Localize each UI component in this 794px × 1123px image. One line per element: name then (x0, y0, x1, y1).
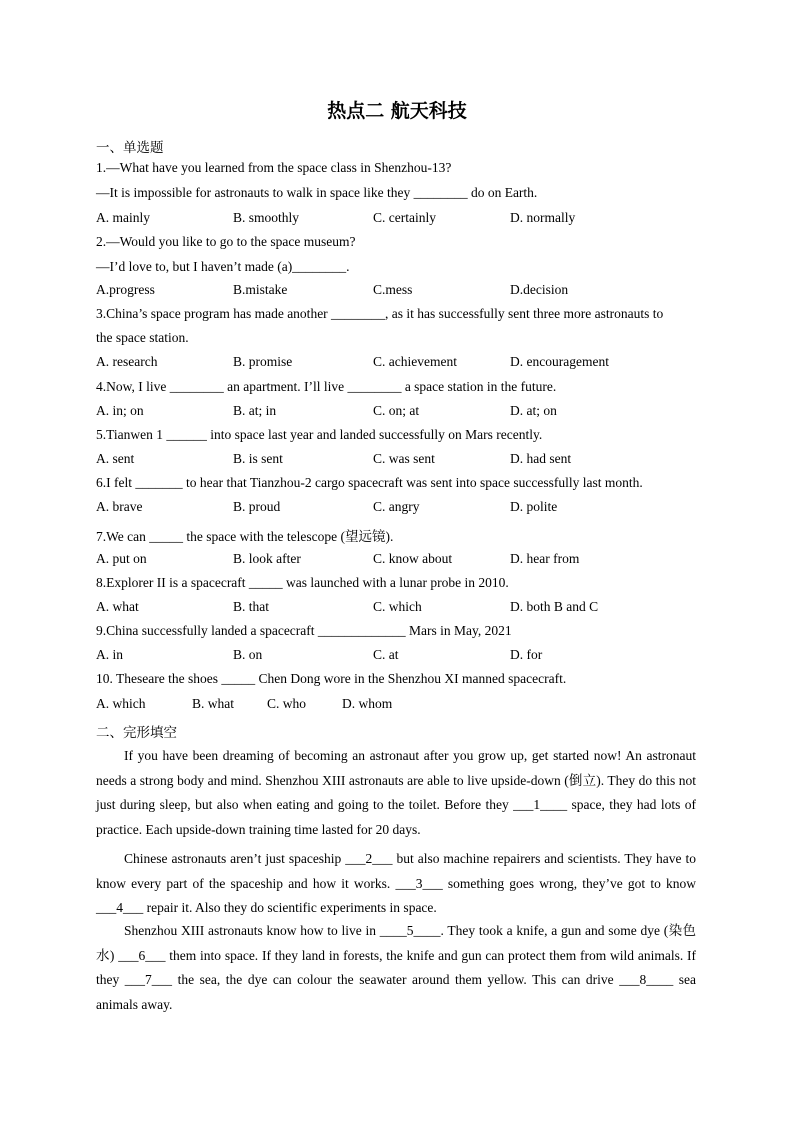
passage-paragraph: Chinese astronauts aren’t just spaceship ___2___ but also machine repairers and scientists. They have to know every part of the spaceship and how it works. ___3___ something goes wrong, they’ve got to know ___4___ repair it. Also they do scientific experiments in space. (96, 851, 696, 915)
question-text: 7.We can _____ the space with the telescope (望远镜). (96, 529, 394, 544)
answer-option: A. mainly (96, 210, 150, 225)
passage-paragraph: Shenzhou XIII astronauts know how to live in ____5____. They took a knife, a gun and some dye (染色水) ___6___ them into space. If they land in forests, the knife and gun can protect them from wild animals. If they ___7___ the sea, the dye can colour the seawater around them yellow. This can drive ___8____ sea animals away. (96, 923, 696, 1012)
answer-option: B. that (233, 599, 269, 614)
answer-option: B. proud (233, 499, 281, 514)
answer-option: C. who (267, 696, 307, 711)
answer-option: D. polite (510, 499, 558, 514)
answer-option: B. at; in (233, 403, 277, 418)
answer-option: D. for (510, 647, 543, 662)
answer-option: C. on; at (373, 403, 420, 418)
question-text: 2.—Would you like to go to the space museum? (96, 234, 356, 249)
answer-option: A. brave (96, 499, 143, 514)
answer-option: B. on (233, 647, 263, 662)
answer-option: B. is sent (233, 451, 283, 466)
answer-option: B. promise (233, 354, 293, 369)
question-text: 1.—What have you learned from the space class in Shenzhou-13? (96, 160, 452, 175)
answer-option: C.mess (373, 282, 413, 297)
answer-option: C. which (373, 599, 422, 614)
question-text: 4.Now, I live ________ an apartment. I’ll live ________ a space station in the future. (96, 379, 557, 394)
answer-option: B. what (192, 696, 234, 711)
question-text: —It is impossible for astronauts to walk in space like they ________ do on Earth. (96, 185, 538, 200)
question-text: 3.China’s space program has made another ________, as it has successfully sent three more astronauts to (96, 306, 664, 321)
question-text: 9.China successfully landed a spacecraft _____________ Mars in May, 2021 (96, 623, 512, 638)
answer-option: B.mistake (233, 282, 288, 297)
question-text: the space station. (96, 330, 189, 345)
answer-option: D. hear from (510, 551, 580, 566)
answer-option: D. normally (510, 210, 576, 225)
question-text: 8.Explorer II is a spacecraft _____ was launched with a lunar probe in 2010. (96, 575, 509, 590)
answer-option: D. encouragement (510, 354, 609, 369)
question-text: 6.I felt _______ to hear that Tianzhou-2 cargo spacecraft was sent into space successfully last month. (96, 475, 643, 490)
answer-option: A. which (96, 696, 146, 711)
section-heading-single-choice: 一、单选题 (96, 140, 164, 156)
answer-option: A. put on (96, 551, 147, 566)
answer-option: C. achievement (373, 354, 457, 369)
answer-option: D. had sent (510, 451, 572, 466)
answer-option: C. at (373, 647, 399, 662)
answer-option: A.progress (96, 282, 155, 297)
question-text: —I’d love to, but I haven’t made (a)________. (96, 259, 350, 274)
passage-paragraph: If you have been dreaming of becoming an astronaut after you grow up, get started now! An astronaut needs a strong body and mind. Shenzhou XIII astronauts are able to live upside-down (倒立). They do this not just during sleep, but also when eating and going to the toilet. Before they ___1____ space, they had lots of practice. Each upside-down training time lasted for 20 days. (96, 748, 696, 837)
answer-option: D.decision (510, 282, 569, 297)
answer-option: C. certainly (373, 210, 436, 225)
answer-option: B. look after (233, 551, 301, 566)
answer-option: A. what (96, 599, 139, 614)
question-text: 10. Theseare the shoes _____ Chen Dong wore in the Shenzhou XI manned spacecraft. (96, 671, 567, 686)
answer-option: D. whom (342, 696, 393, 711)
answer-option: A. research (96, 354, 158, 369)
answer-option: C. know about (373, 551, 453, 566)
answer-option: B. smoothly (233, 210, 300, 225)
answer-option: D. both B and C (510, 599, 599, 614)
answer-option: A. sent (96, 451, 135, 466)
answer-option: D. at; on (510, 403, 557, 418)
answer-option: C. angry (373, 499, 420, 514)
question-text: 5.Tianwen 1 ______ into space last year and landed successfully on Mars recently. (96, 427, 543, 442)
answer-option: A. in (96, 647, 123, 662)
page-title: 热点二 航天科技 (327, 100, 467, 122)
answer-option: A. in; on (96, 403, 144, 418)
section-heading-cloze: 二、完形填空 (96, 725, 177, 741)
answer-option: C. was sent (373, 451, 435, 466)
